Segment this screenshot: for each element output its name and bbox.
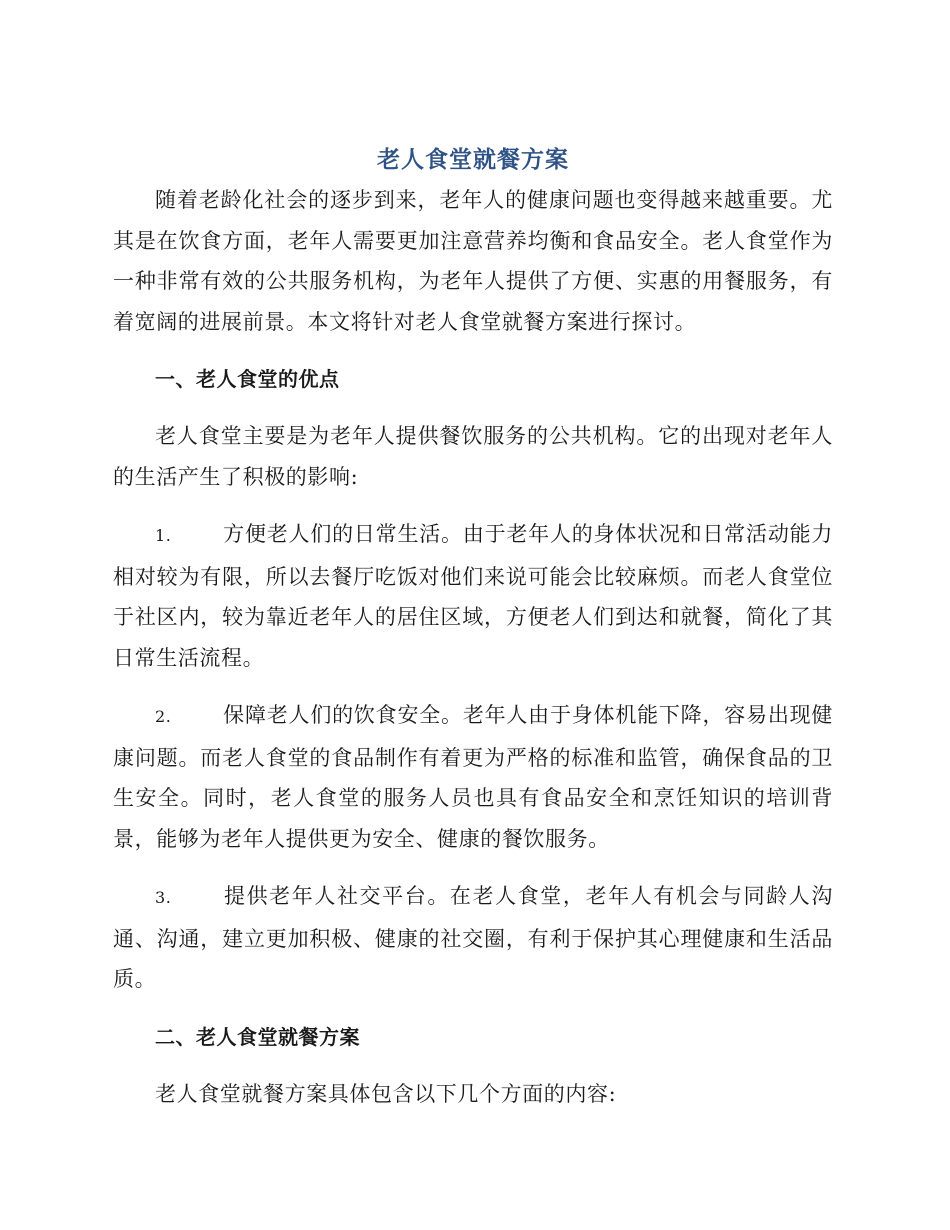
list-item: [113, 514, 833, 678]
list-item: [113, 876, 833, 1000]
list-item-text: 提供老年人社交平台。在老人食堂，老年人有机会与同龄人沟通、沟通，建立更加积极、健康的社交圈，有利于保护其心理健康和生活品质。: [113, 884, 833, 991]
list-item-number: 2.: [155, 707, 172, 726]
list-item-number: 3.: [155, 888, 172, 907]
list-item-text: 方便老人们的日常生活。由于老年人的身体状况和日常活动能力相对较为有限，所以去餐厅吃饭对他们来说可能会比较麻烦。而老人食堂位于社区内，较为靠近老年人的居住区域，方便老人们到达和就餐，简化了其日常生活流程。: [113, 522, 833, 670]
document-page: [113, 140, 833, 1114]
section-2-heading: 二、老人食堂就餐方案: [155, 1024, 360, 1049]
section-1-heading: 一、老人食堂的优点: [155, 367, 340, 391]
section-1-paragraph: 老人食堂主要是为老年人提供餐饮服务的公共机构。它的出现对老年人的生活产生了积极的影响:: [113, 424, 833, 489]
intro-paragraph: 随着老龄化社会的逐步到来，老年人的健康问题也变得越来越重要。尤其是在饮食方面，老年人需要更加注意营养均衡和食品安全。老人食堂作为一种非常有效的公共服务机构，为老年人提供了方便、实惠的用餐服务，有着宽阔的进展前景。本文将针对老人食堂就餐方案进行探讨。: [113, 188, 833, 334]
list-item-number: 1.: [155, 526, 172, 545]
section-2-paragraph: 老人食堂就餐方案具体包含以下几个方面的内容:: [155, 1081, 617, 1106]
list-item-text: 保障老人们的饮食安全。老年人由于身体机能下降，容易出现健康问题。而老人食堂的食品制作有着更为严格的标准和监管，确保食品的卫生安全。同时，老人食堂的服务人员也具有食品安全和烹饪知识的培训背景，能够为老年人提供更为安全、健康的餐饮服务。: [113, 703, 833, 851]
document-title: 老人食堂就餐方案: [377, 147, 569, 173]
list-item: [113, 695, 833, 859]
